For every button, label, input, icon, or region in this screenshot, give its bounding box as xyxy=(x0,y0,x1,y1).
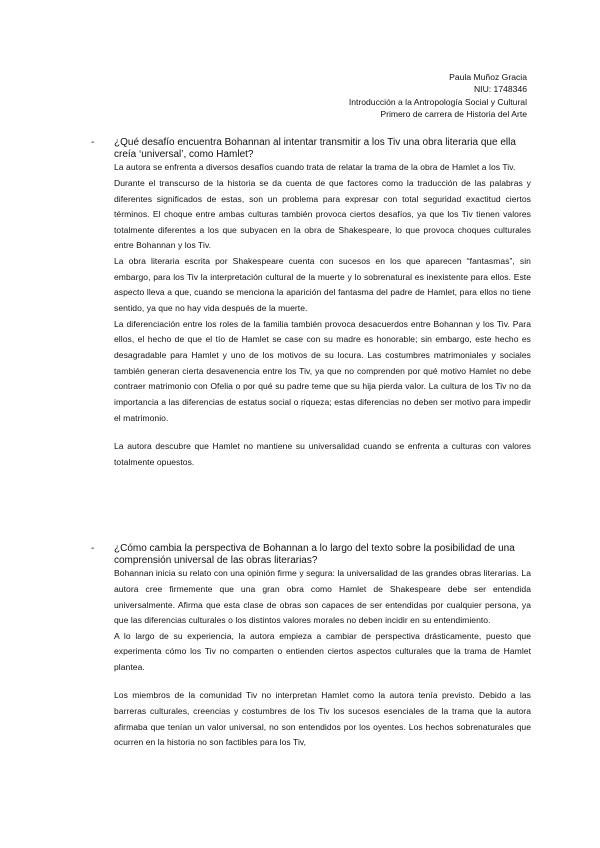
bullet-dash: - xyxy=(91,543,95,554)
bullet-dash: - xyxy=(91,137,95,148)
author-name: Paula Muñoz Gracia xyxy=(449,72,527,82)
program-name: Primero de carrera de Historia del Arte xyxy=(380,109,527,120)
answer-paragraph: La diferenciación entre los roles de la familia también provoca desacuerdos entre Bohannan y los Tiv. Para ellos, el hecho de que el tío de Hamlet se case con su madre es honorable; sin embargo, este hecho es desagradable para Hamlet y uno de los motivos de su locura. Las costumbres matrimoniales y sociales también generan cierta desavenencia entre los Tiv, ya que no comprenden por qué motivo Hamlet no debe contraer matrimonio con Ofelia o por qué su padre teme que su hija pierda valor. La cultura de los Tiv no da importancia a las diferencias de estatus social o riqueza; estas diferencias no deben ser motivo para impedir el matrimonio. xyxy=(114,318,531,423)
question-heading: ¿Cómo cambia la perspectiva de Bohannan a lo largo del texto sobre la posibilidad de una comprensión universal de las obras literarias? xyxy=(114,543,515,566)
answer-paragraph: La obra literaria escrita por Shakespeare cuenta con sucesos en los que aparecen “fantasmas”, sin embargo, para los Tiv la interpretación cultural de la muerte y lo sobrenatural es inexistente para ellos. Este aspecto lleva a que, cuando se menciona la aparición del fantasma del padre de Hamlet, para ellos no tiene sentido, ya que no hay vida después de la muerte. xyxy=(114,256,531,314)
question-section-1 xyxy=(91,137,531,470)
answer-body xyxy=(114,566,531,751)
question-section-2 xyxy=(91,543,531,751)
answer-paragraph: Durante el transcurso de la historia se da cuenta de que factores como la traducción de las palabras y diferentes significados de estas, son un problema para expresar con total seguridad exactitud ciertos términos. El choque entre ambas culturas también provoca ciertos desafíos, ya que los Tiv tienen valores totalmente diferentes a los que subyacen en la obra de Shakespeare, lo que provoca choques culturales entre Bohannan y los Tiv. xyxy=(114,177,531,251)
answer-paragraph: A lo largo de su experiencia, la autora empieza a cambiar de perspectiva drásticamente, puesto que experimenta cómo los Tiv no comparten o entienden ciertos aspectos culturales que la trama de Hamlet plantea. xyxy=(114,630,531,673)
answer-paragraph: Los miembros de la comunidad Tiv no interpretan Hamlet como la autora tenía previsto. Debido a las barreras culturales, creencias y costumbres de los Tiv los sucesos esenciales de la trama que la autora afirmaba que tenían un valor universal, no son entendidos por los oyentes. Los hechos sobrenaturales que ocurren en la historia no son factibles para los Tiv, xyxy=(114,690,531,748)
answer-paragraph: La autora se enfrenta a diversos desafíos cuando trata de relatar la trama de la obra de Hamlet a los Tiv. xyxy=(114,162,516,173)
question-heading: ¿Qué desafío encuentra Bohannan al intentar transmitir a los Tiv una obra literaria que ella creía ‘universal’, como Hamlet? xyxy=(114,137,516,160)
answer-paragraph: Bohannan inicia su relato con una opinión firme y segura: la universalidad de las grandes obras literarias. La autora cree firmemente que una gran obra como Hamlet de Shakespeare debe ser entendida universalmente. Afirma que esta clase de obras son capaces de ser entendidas por cualquier persona, ya que las diferencias culturales o los distintos valores morales no deben incidir en su entendimiento. xyxy=(114,568,531,626)
answer-paragraph: La autora descubre que Hamlet no mantiene su universalidad cuando se enfrenta a culturas con valores totalmente opuestos. xyxy=(114,440,531,467)
author-header xyxy=(349,71,527,121)
course-name: Introducción a la Antropología Social y Cultural xyxy=(348,96,527,107)
student-id: NIU: 1748346 xyxy=(473,84,527,95)
answer-body xyxy=(114,160,531,470)
